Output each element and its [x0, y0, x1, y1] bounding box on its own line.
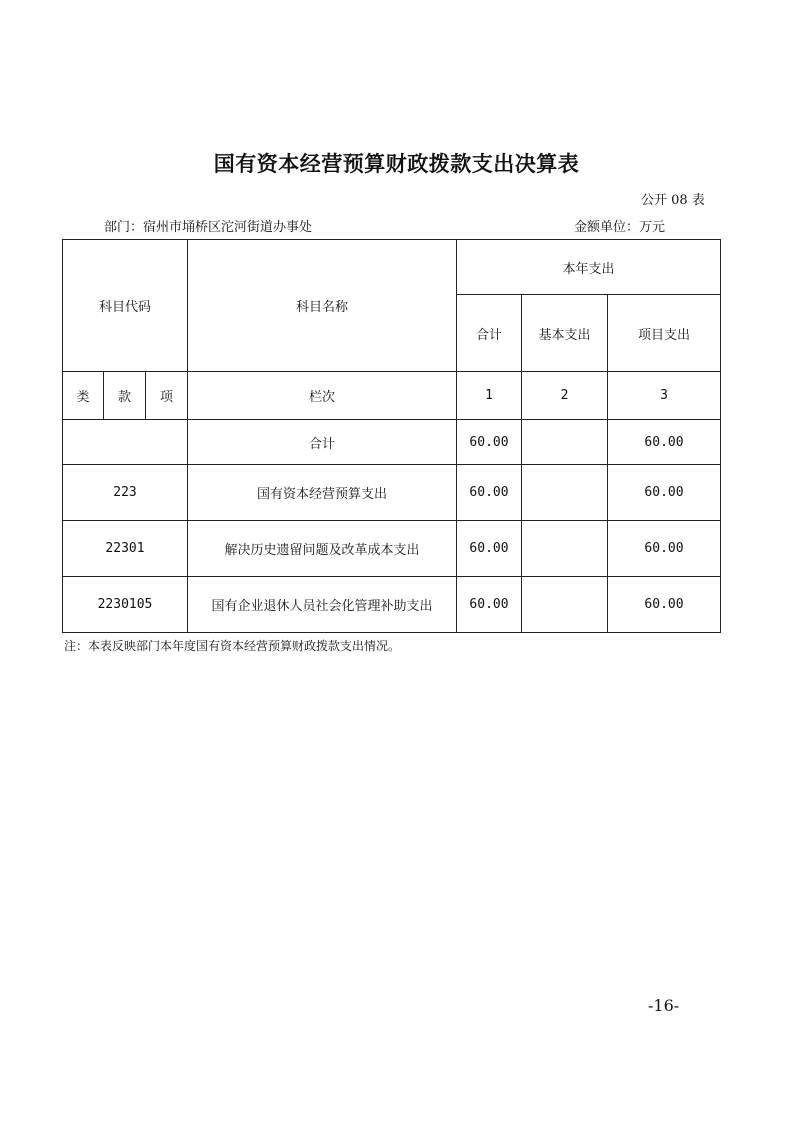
total-code-cell — [63, 420, 188, 465]
row-total: 60.00 — [457, 521, 522, 577]
row-total: 60.00 — [457, 577, 522, 633]
row-code: 223 — [63, 465, 188, 521]
row-project: 60.00 — [608, 577, 721, 633]
header-project: 项目支出 — [608, 295, 721, 372]
row-project: 60.00 — [608, 521, 721, 577]
page-title: 国有资本经营预算财政拨款支出决算表 — [213, 152, 580, 176]
header-name: 科目名称 — [188, 240, 457, 372]
form-code: 公开 08 表 — [641, 193, 705, 208]
total-project: 60.00 — [608, 420, 721, 465]
header-col-1: 1 — [457, 372, 522, 420]
header-code: 科目代码 — [63, 240, 188, 372]
unit-label: 金额单位：万元 — [574, 220, 666, 235]
table-row — [63, 521, 721, 577]
row-total: 60.00 — [457, 465, 522, 521]
total-basic — [522, 420, 608, 465]
table-row — [63, 577, 721, 633]
row-basic — [522, 521, 608, 577]
total-name: 合计 — [188, 420, 457, 465]
row-project: 60.00 — [608, 465, 721, 521]
table-note: 注：本表反映部门本年度国有资本经营预算财政拨款支出情况。 — [64, 639, 401, 653]
department-label: 部门：宿州市埇桥区沱河街道办事处 — [104, 220, 313, 235]
row-code: 2230105 — [63, 577, 188, 633]
total-row — [63, 420, 721, 465]
row-basic — [522, 577, 608, 633]
header-total: 合计 — [457, 295, 522, 372]
total-total: 60.00 — [457, 420, 522, 465]
row-code: 22301 — [63, 521, 188, 577]
header-kuan: 款 — [104, 372, 146, 420]
header-year-expense: 本年支出 — [457, 240, 721, 295]
header-xiang: 项 — [146, 372, 188, 420]
header-basic: 基本支出 — [522, 295, 608, 372]
row-name: 国有企业退休人员社会化管理补助支出 — [188, 577, 457, 633]
header-lei: 类 — [63, 372, 104, 420]
row-name: 解决历史遗留问题及改革成本支出 — [188, 521, 457, 577]
row-name: 国有资本经营预算支出 — [188, 465, 457, 521]
header-column-order: 栏次 — [188, 372, 457, 420]
row-basic — [522, 465, 608, 521]
table-row — [63, 465, 721, 521]
page-number: -16- — [648, 996, 680, 1015]
header-col-2: 2 — [522, 372, 608, 420]
expense-table — [62, 239, 721, 633]
header-col-3: 3 — [608, 372, 721, 420]
